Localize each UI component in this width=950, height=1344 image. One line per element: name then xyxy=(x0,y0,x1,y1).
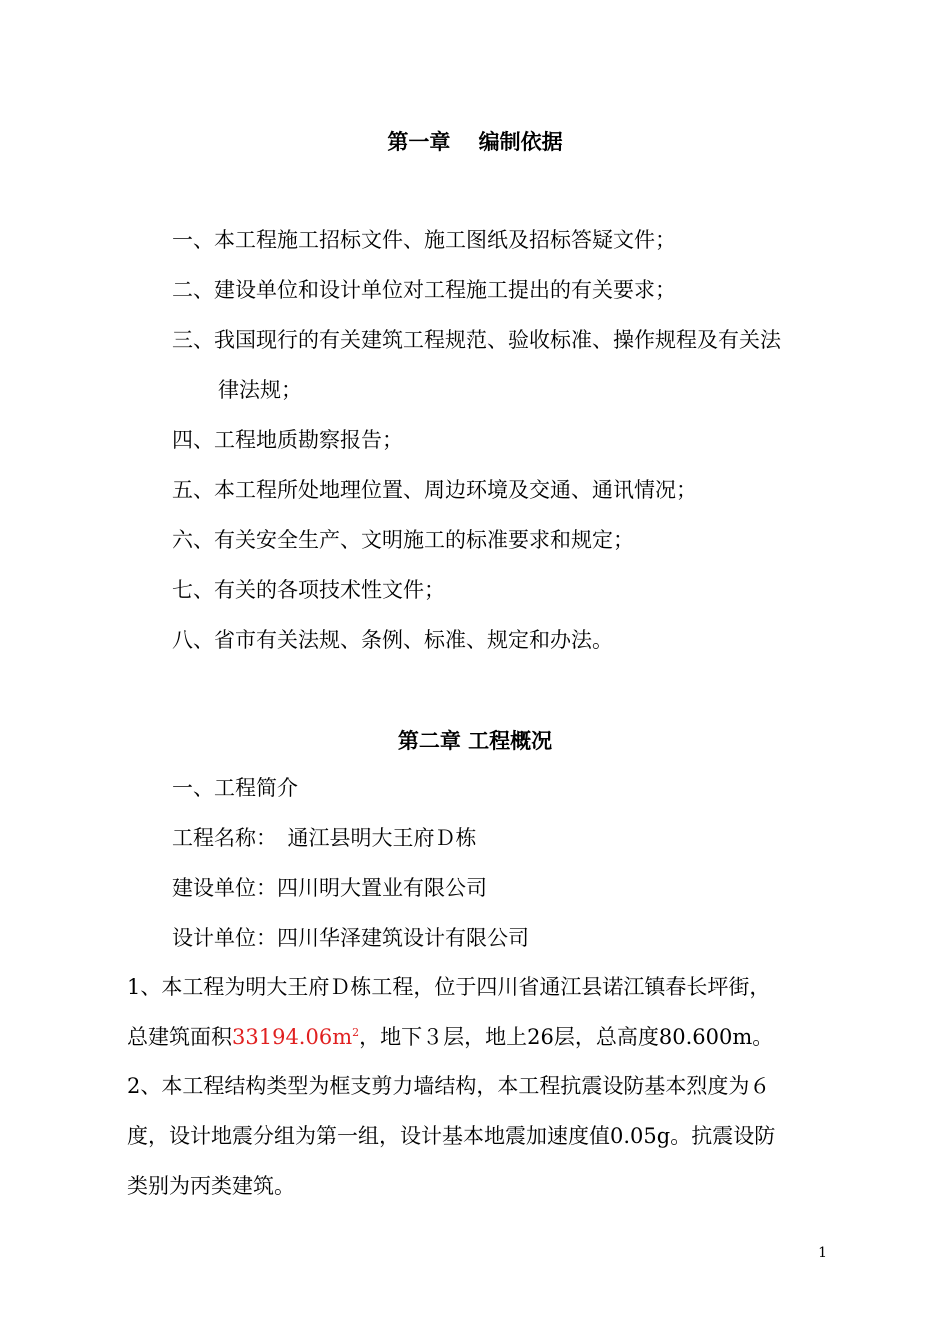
basis-item-8: 八、省市有关法规、条例、标准、规定和办法。 xyxy=(172,628,613,652)
basis-item-7: 七、有关的各项技术性文件； xyxy=(172,578,445,602)
basis-item-1: 一、本工程施工招标文件、施工图纸及招标答疑文件； xyxy=(172,228,676,252)
area-value: $33194.06m^2$ xyxy=(232,1025,360,1049)
basis-item-2: 二、建设单位和设计单位对工程施工提出的有关要求； xyxy=(172,278,676,302)
basis-item-3-cont: 律法规； xyxy=(218,378,302,402)
overview-p1-line2 xyxy=(127,1022,773,1052)
chapter2-title: 第二章 工程概况 xyxy=(397,729,553,753)
overview-p1-line1: 1、本工程为明大王府Ｄ栋工程，位于四川省通江县诺江镇春长坪街， xyxy=(127,975,771,999)
overview-p2-line1: 2、本工程结构类型为框支剪力墙结构，本工程抗震设防基本烈度为６ xyxy=(127,1074,771,1098)
area-suffix: ，地下３层，地上26层，总高度80.600m。 xyxy=(359,1025,774,1049)
basis-item-6: 六、有关安全生产、文明施工的标准要求和规定； xyxy=(172,528,634,552)
overview-p2-line3: 类别为丙类建筑。 xyxy=(127,1174,295,1198)
build-unit: 建设单位：四川明大置业有限公司 xyxy=(172,876,487,900)
intro-heading: 一、工程简介 xyxy=(172,776,298,800)
basis-item-4: 四、工程地质勘察报告； xyxy=(172,428,403,452)
chapter1-title: 第一章 编制依据 xyxy=(387,130,563,154)
basis-item-5: 五、本工程所处地理位置、周边环境及交通、通讯情况； xyxy=(172,478,697,502)
overview-p2-line2: 度，设计地震分组为第一组，设计基本地震加速度值0.05g。抗震设防 xyxy=(127,1124,776,1148)
design-unit: 设计单位：四川华泽建筑设计有限公司 xyxy=(172,926,529,950)
basis-item-3: 三、我国现行的有关建筑工程规范、验收标准、操作规程及有关法 xyxy=(172,328,781,352)
area-prefix: 总建筑面积 xyxy=(127,1025,232,1049)
project-name: 工程名称： 通江县明大王府Ｄ栋 xyxy=(172,826,477,850)
page-number: 1 xyxy=(818,1245,827,1261)
